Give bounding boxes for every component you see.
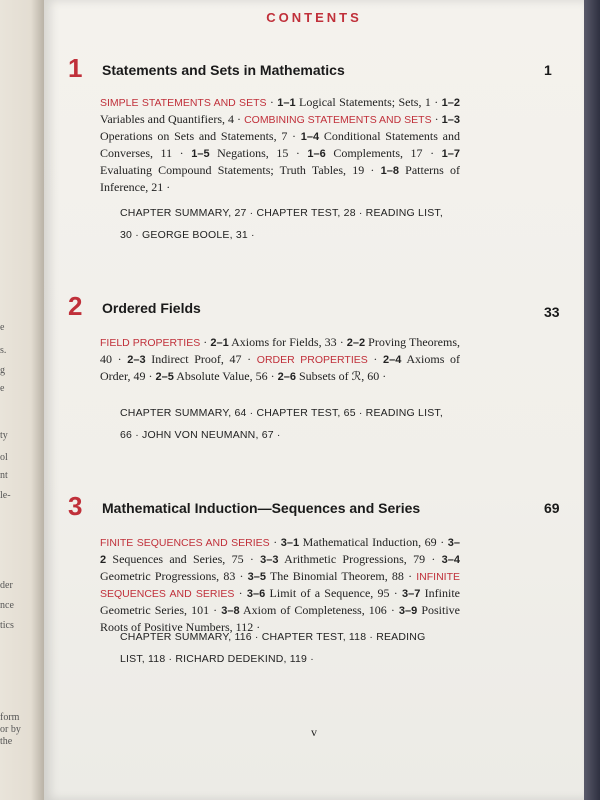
section-number: 1–8	[380, 165, 399, 177]
entry-text: ·	[200, 335, 211, 349]
chapter-number: 1	[68, 53, 83, 83]
entry-text: ·	[367, 352, 384, 366]
chapter-body	[100, 534, 460, 635]
section-heading: FIELD PROPERTIES	[100, 337, 201, 349]
section-heading: FINITE SEQUENCES AND SERIES	[100, 537, 270, 549]
section-number: 3–1	[280, 537, 300, 549]
entry-text: Infinite Geometric Series, 101 ·	[100, 586, 460, 617]
chapter-summary	[120, 202, 480, 246]
section-number: 3–8	[221, 605, 240, 617]
entry-text: Logical Statements; Sets, 1 ·	[295, 95, 442, 109]
entry-text: ·	[234, 586, 247, 600]
summary-line: LIST, 118 · RICHARD DEDEKIND, 119 ·	[120, 653, 314, 665]
page-number: v	[311, 725, 317, 739]
section-heading: COMBINING STATEMENTS AND SETS	[244, 114, 432, 126]
section-number: 3–3	[260, 554, 279, 566]
entry-text: The Binomial Theorem, 88 ·	[266, 569, 417, 583]
section-number: 2–3	[127, 354, 146, 366]
left-page-fragment: tics	[0, 620, 14, 631]
entry-text: Absolute Value, 56 ·	[173, 369, 278, 383]
entry-text: Variables and Quantifiers, 4 ·	[100, 112, 245, 126]
left-page-fragment: der	[0, 580, 13, 591]
section-number: 3–4	[441, 554, 461, 566]
entry-text: Sequences and Series, 75 ·	[106, 552, 261, 566]
left-page-fragment: nce	[0, 600, 14, 611]
section-number: 2–2	[346, 337, 366, 349]
section-number: 1–6	[307, 148, 326, 160]
entry-text: Mathematical Induction, 69 ·	[299, 535, 448, 549]
section-number: 1–2	[441, 97, 460, 109]
entry-text: Patterns of Inference, 21 ·	[100, 163, 461, 194]
summary-line: CHAPTER SUMMARY, 116 · CHAPTER TEST, 118 · READING	[120, 631, 426, 643]
section-heading: ORDER PROPERTIES	[256, 354, 368, 366]
chapter-title: Mathematical Induction—Sequences and Series	[102, 500, 421, 516]
contents-page	[44, 0, 584, 800]
page-heading: CONTENTS	[266, 10, 362, 25]
section-number: 3–7	[402, 588, 421, 600]
left-page-fragment: s.	[0, 345, 7, 356]
entry-text: Operations on Sets and Statements, 7 ·	[100, 129, 301, 143]
chapter-page: 69	[544, 500, 560, 516]
section-number: 3–2	[100, 537, 460, 566]
section-number: 1–3	[441, 114, 460, 126]
entry-text: Arithmetic Progressions, 79 ·	[278, 552, 442, 566]
left-page-fragment: ty	[0, 430, 8, 441]
section-number: 1–1	[277, 97, 296, 109]
entry-text: Geometric Progressions, 83 ·	[100, 569, 248, 583]
summary-line: 66 · JOHN VON NEUMANN, 67 ·	[120, 429, 281, 441]
left-page-fragment: e	[0, 322, 5, 333]
left-page-fragment: ol	[0, 452, 8, 463]
section-number: 2–5	[155, 371, 174, 383]
left-page-fragment: the	[0, 736, 13, 747]
left-page-fragment: le-	[0, 490, 11, 501]
summary-line: 30 · GEORGE BOOLE, 31 ·	[120, 229, 255, 241]
chapter-page: 1	[544, 62, 552, 78]
section-number: 3–5	[247, 571, 267, 583]
chapter-summary	[120, 626, 480, 670]
section-number: 1–5	[191, 148, 210, 160]
section-number: 3–6	[246, 588, 266, 600]
left-page-fragment: e	[0, 383, 5, 394]
chapter-number: 2	[68, 291, 83, 321]
entry-text: ·	[269, 535, 281, 549]
chapter-page: 33	[544, 304, 560, 320]
section-number: 3–9	[398, 605, 418, 617]
entry-text: Positive Roots of Positive Numbers, 112 ·	[100, 603, 460, 634]
left-page-fragment: or by	[0, 724, 21, 735]
entry-text: Complements, 17 ·	[325, 146, 442, 160]
entry-text: Axiom of Completeness, 106 ·	[239, 603, 399, 617]
entry-text: ·	[431, 112, 442, 126]
entry-text: Subsets of ℛ, 60 ·	[296, 369, 387, 383]
chapter-title: Statements and Sets in Mathematics	[102, 62, 345, 78]
left-page-fragment: nt	[0, 470, 8, 481]
chapter-title: Ordered Fields	[102, 300, 201, 316]
entry-text: Indirect Proof, 47 ·	[145, 352, 257, 366]
entry-text: Axioms of Order, 49 ·	[100, 352, 461, 383]
entry-text: Proving Theorems, 40 ·	[100, 335, 460, 366]
chapter-body	[100, 94, 460, 195]
section-heading: SIMPLE STATEMENTS AND SETS	[100, 97, 267, 109]
entry-text: Axioms for Fields, 33 ·	[228, 335, 347, 349]
section-number: 2–1	[210, 337, 229, 349]
section-heading: INFINITE SEQUENCES AND SERIES	[100, 571, 460, 600]
section-number: 2–6	[277, 371, 296, 383]
left-page-edge	[0, 0, 44, 800]
chapter-number: 3	[68, 491, 83, 521]
section-number: 1–4	[300, 131, 320, 143]
entry-text: Negations, 15 ·	[209, 146, 308, 160]
entry-text: ·	[266, 95, 278, 109]
left-page-fragment: form	[0, 712, 20, 723]
summary-line: CHAPTER SUMMARY, 64 · CHAPTER TEST, 65 · READING LIST,	[120, 407, 443, 419]
entry-text: Evaluating Compound Statements; Truth Tables, 19 ·	[100, 163, 381, 177]
left-page-fragment: g	[0, 365, 5, 376]
summary-line: CHAPTER SUMMARY, 27 · CHAPTER TEST, 28 · READING LIST,	[120, 207, 443, 219]
entry-text: Limit of a Sequence, 95 ·	[265, 586, 403, 600]
book-cover-edge	[584, 0, 600, 800]
entry-text: Conditional Statements and Converses, 11 ·	[100, 129, 460, 160]
chapter-body	[100, 334, 460, 385]
section-number: 1–7	[441, 148, 460, 160]
chapter-summary	[120, 402, 480, 446]
section-number: 2–4	[383, 354, 402, 366]
